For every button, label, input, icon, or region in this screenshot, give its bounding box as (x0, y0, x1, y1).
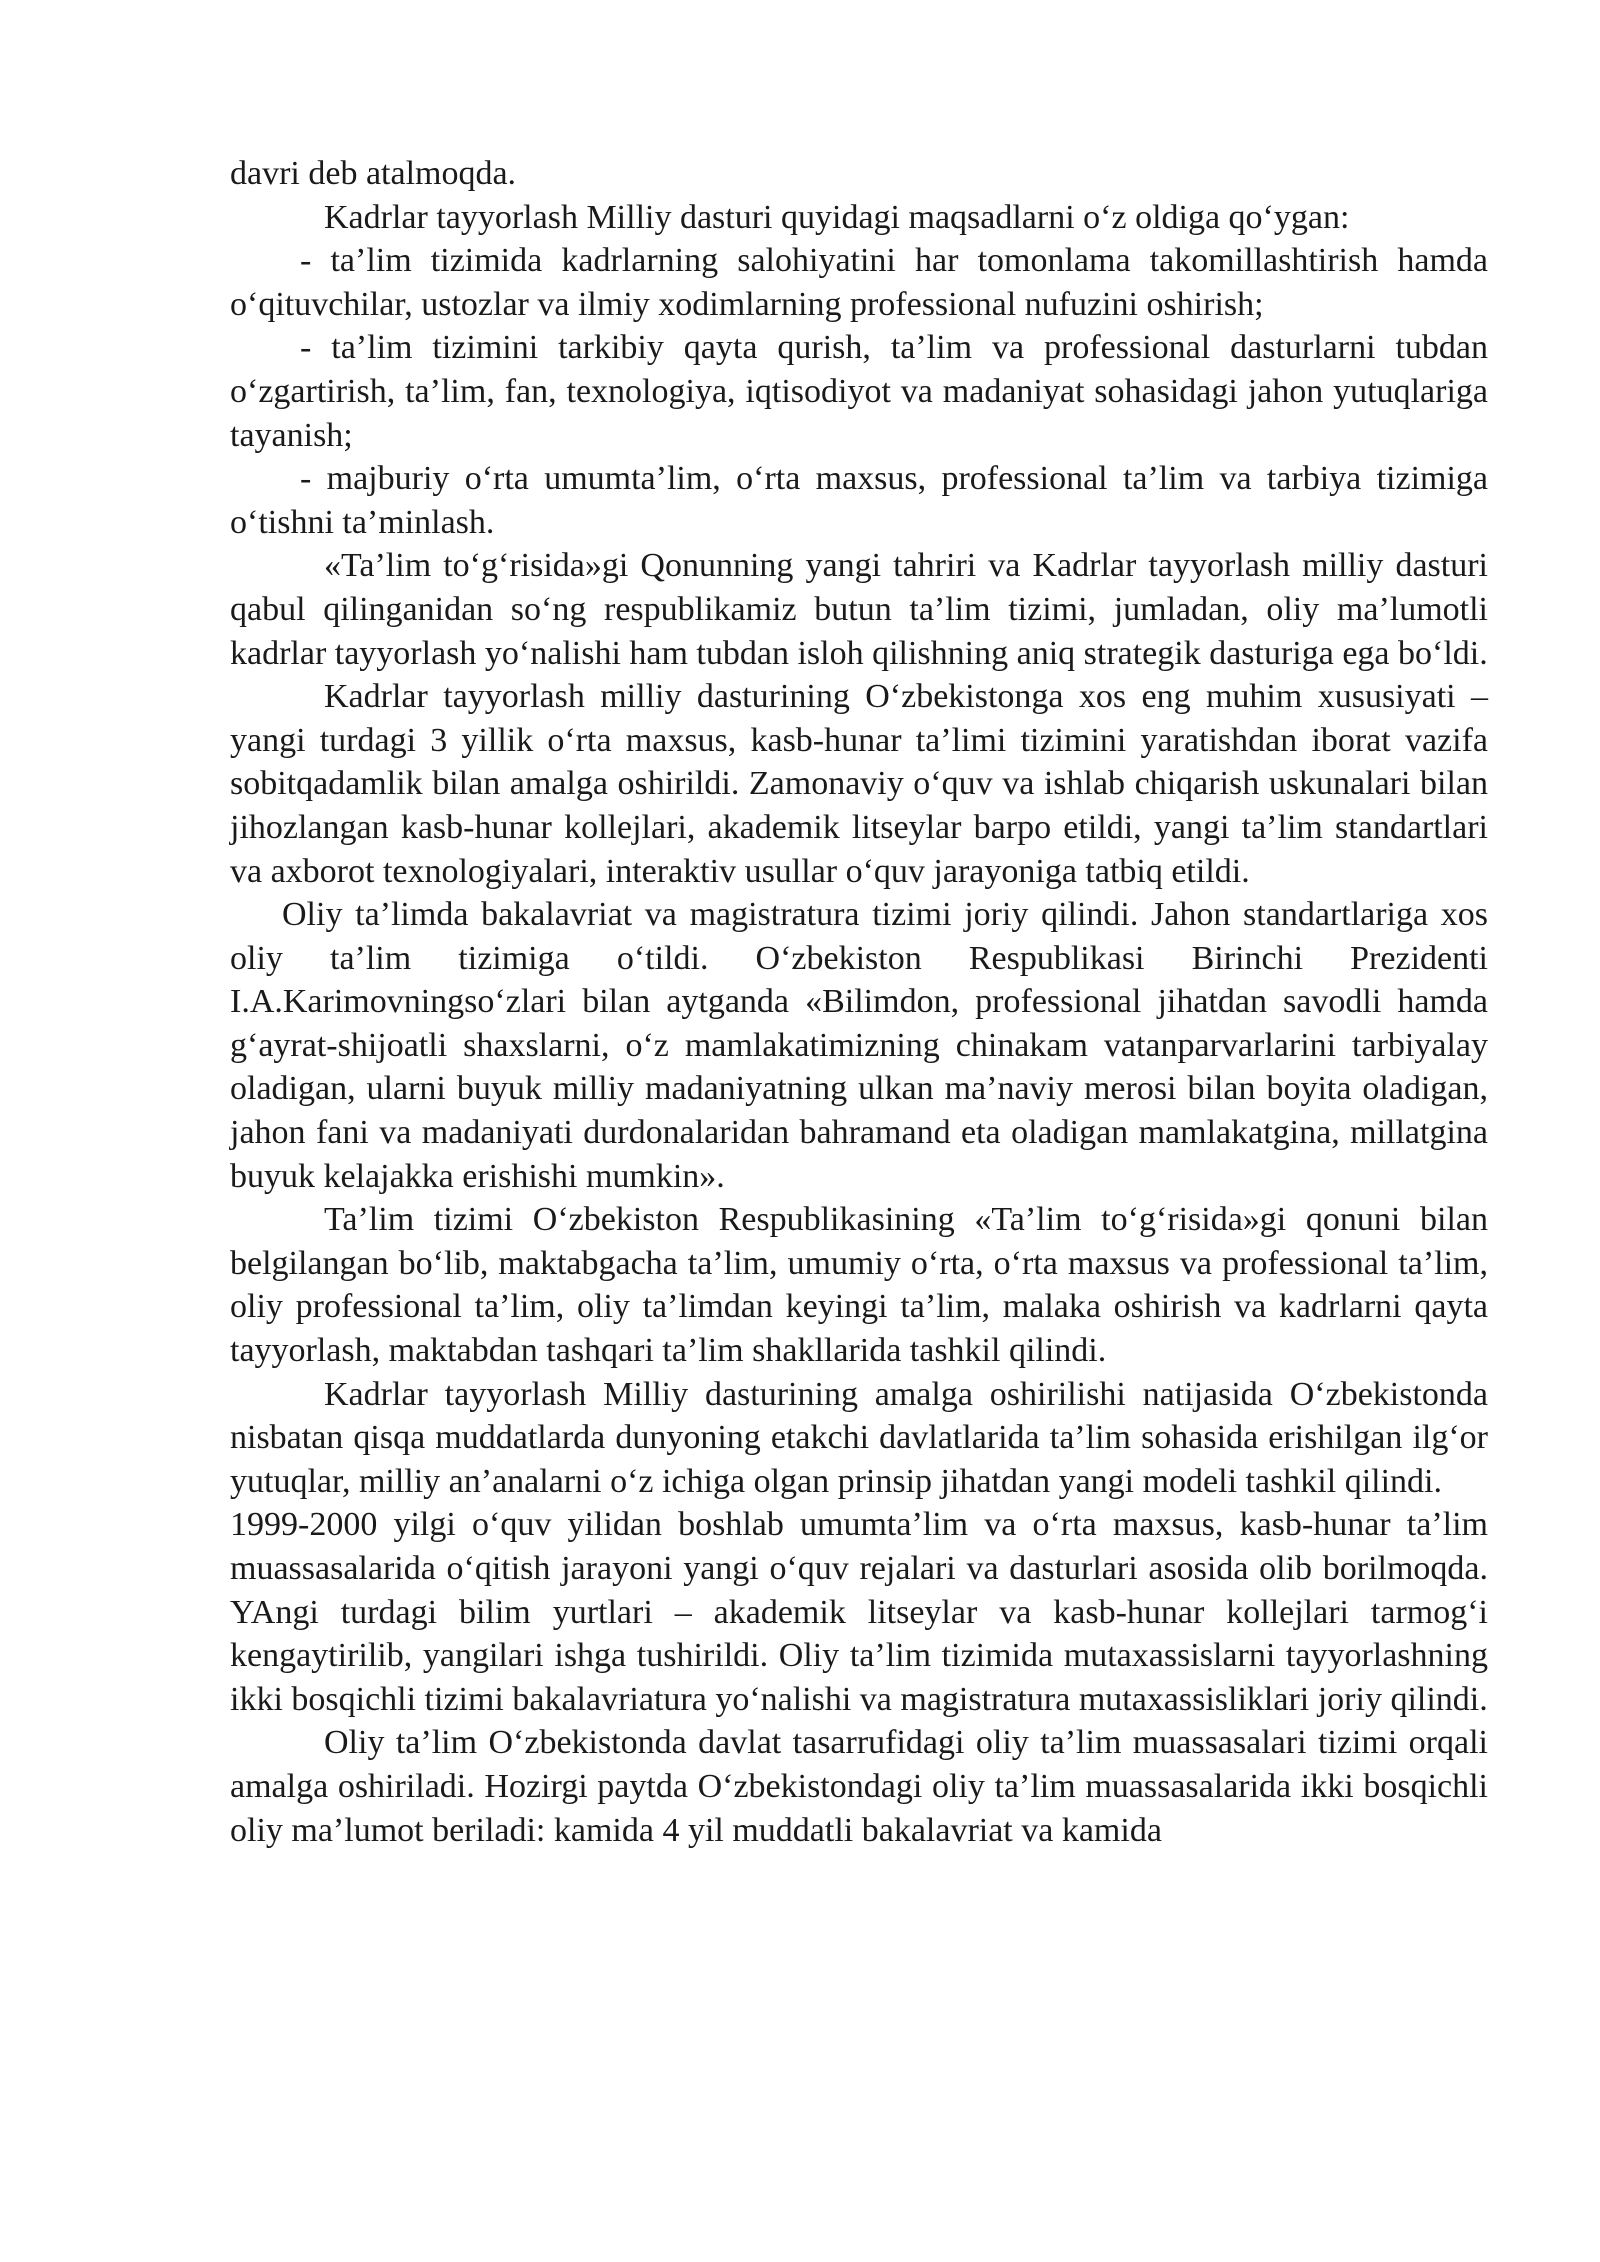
document-page (230, 152, 1488, 1852)
paragraph-12: Oliy ta’lim O‘zbekistonda davlat tasarrufidagi oliy ta’lim muassasalari tizimi orqali amalga oshiriladi. Hozirgi paytda O‘zbekistondagi oliy ta’lim muassasalarida ikki bosqichli oliy ma’lumot beriladi: kamida 4 yil muddatli bakalavriat va kamida (230, 1724, 1488, 1849)
paragraph-6: «Ta’lim to‘g‘risida»gi Qonunning yangi tahriri va Kadrlar tayyorlash milliy dasturi qabul qilinganidan so‘ng respublikamiz butun ta’lim tizimi, jumladan, oliy ma’lumotli kadrlar tayyorlash yo‘nalishi ham tubdan isloh qilishning aniq strategik dasturiga ega bo‘ldi. (230, 547, 1488, 672)
paragraph-5: - majburiy o‘rta umumta’lim, o‘rta maxsus, professional ta’lim va tarbiya tizimiga o‘tishni ta’minlash. (230, 460, 1488, 541)
paragraph-4: - ta’lim tizimini tarkibiy qayta qurish, ta’lim va professional dasturlarni tubdan o‘zgartirish, ta’lim, fan, texnologiya, iqtisodiyot va madaniyat sohasidagi jahon yutuqlariga tayanish; (230, 329, 1488, 454)
paragraph-10: Kadrlar tayyorlash Milliy dasturining amalga oshirilishi natijasida O‘zbekistonda nisbatan qisqa muddatlarda dunyoning etakchi davlatlarida ta’lim sohasida erishilgan ilg‘or yutuqlar, milliy an’analarni o‘z ichiga olgan prinsip jihatdan yangi modeli tashkil qilindi. (230, 1375, 1488, 1500)
paragraph-7: Kadrlar tayyorlash milliy dasturining O‘zbekistonga xos eng muhim xususiyati – yangi turdagi 3 yillik o‘rta maxsus, kasb-hunar ta’limi tizimini yaratishdan iborat vazifa sobitqadamlik bilan amalga oshirildi. Zamonaviy o‘quv va ishlab chiqarish uskunalari bilan jihozlangan kasb-hunar kollejlari, akademik litseylar barpo etildi, yangi ta’lim standartlari va axborot texnologiyalari, interaktiv usullar o‘quv jarayoniga tatbiq etildi. (230, 678, 1488, 890)
paragraph-2: Kadrlar tayyorlash Milliy dasturi quyidagi maqsadlarni o‘z oldiga qo‘ygan: (324, 198, 1350, 236)
paragraph-3: - ta’lim tizimida kadrlarning salohiyatini har tomonlama takomillashtirish hamda o‘qituvchilar, ustozlar va ilmiy xodimlarning professional nufuzini oshirish; (230, 242, 1488, 323)
paragraph-9: Ta’lim tizimi O‘zbekiston Respublikasining «Ta’lim to‘g‘risida»gi qonuni bilan belgilangan bo‘lib, maktabgacha ta’lim, umumiy o‘rta, o‘rta maxsus va professional ta’lim, oliy professional ta’lim, oliy ta’limdan keyingi ta’lim, malaka oshirish va kadrlarni qayta tayyorlash, maktabdan tashqari ta’lim shakllarida tashkil qilindi. (230, 1201, 1488, 1370)
paragraph-11: 1999-2000 yilgi o‘quv yilidan boshlab umumta’lim va o‘rta maxsus, kasb-hunar ta’lim muassasalarida o‘qitish jarayoni yangi o‘quv rejalari va dasturlari asosida olib borilmoqda. YAngi turdagi bilim yurtlari – akademik litseylar va kasb-hunar kollejlari tarmog‘i kengaytirilib, yangilari ishga tushirildi. Oliy ta’lim tizimida mutaxassislarni tayyorlashning ikki bosqichli tizimi bakalavriatura yo‘nalishi va magistratura mutaxassisliklari joriy qilindi. (230, 1506, 1488, 1718)
paragraph-8: Oliy ta’limda bakalavriat va magistratura tizimi joriy qilindi. Jahon standartlariga xos oliy ta’lim tizimiga o‘tildi. O‘zbekiston Respublikasi Birinchi Prezidenti I.A.Karimovningso‘zlari bilan aytganda «Bilimdon, professional jihatdan savodli hamda g‘ayrat-shijoatli shaxslarni, o‘z mamlakatimizning chinakam vatanparvarlarini tarbiyalay oladigan, ularni buyuk milliy madaniyatning ulkan ma’naviy merosi bilan boyita oladigan, jahon fani va madaniyati durdonalaridan bahramand eta oladigan mamlakatgina, millatgina buyuk kelajakka erishishi mumkin». (230, 896, 1488, 1195)
paragraph-1: davri deb atalmoqda. (230, 155, 517, 192)
